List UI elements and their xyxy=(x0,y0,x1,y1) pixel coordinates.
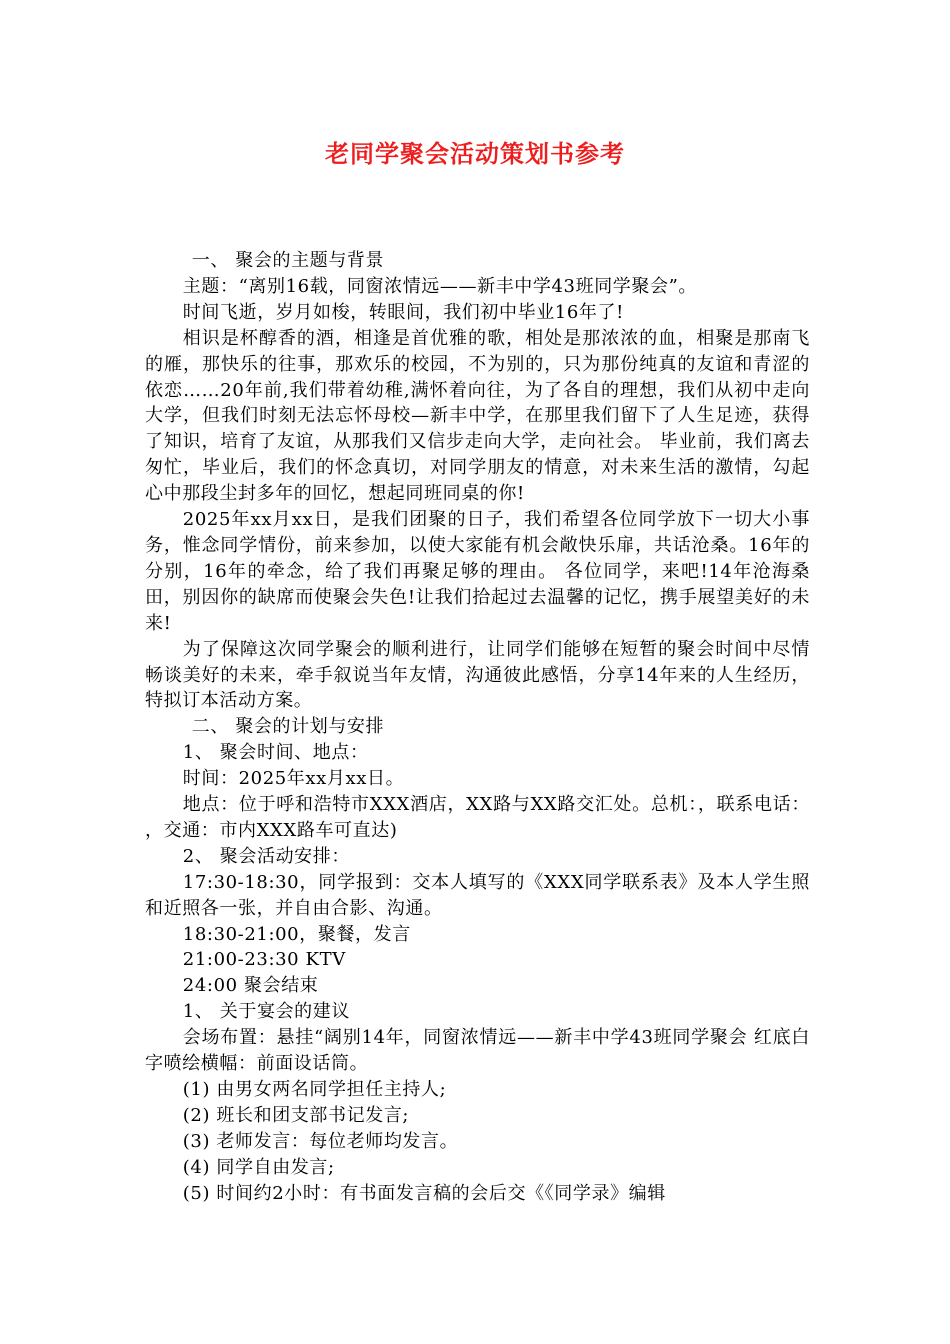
schedule-item: 18:30-21:00，聚餐，发言 xyxy=(182,923,411,945)
schedule-item: 24:00 聚会结束 xyxy=(182,975,319,997)
paragraph: 会场布置：悬挂“阔别14年，同窗浓情远——新丰中学43班同学聚会 红底白字喷绘横幅：前面设话筒。 xyxy=(145,1027,810,1075)
section-heading: 二、 聚会的计划与安排 xyxy=(191,716,385,738)
subsection-heading: 1、 聚会时间、地点： xyxy=(182,742,369,764)
section-heading: 一、 聚会的主题与背景 xyxy=(191,250,385,271)
paragraph: 2025年xx月xx日，是我们团聚的日子，我们希望各位同学放下一切大小事务，惟念同学情份，前来参加，以使大家能有机会敞快乐扉，共话沧桑。16年的分别，16年的牵念，给了我们再聚足够的理由。 各位同学，来吧!14年沧海桑田，别因你的缺席而使聚会失色!让我们拾起过去温馨的记忆，携手展望美好的未来! xyxy=(145,509,810,634)
document-title: 老同学聚会活动策划书参考 xyxy=(325,140,625,168)
list-item: (3) 老师发言：每位老师均发言。 xyxy=(182,1130,459,1152)
paragraph: 相识是杯醇香的酒，相逢是首优雅的歌，相处是那浓浓的血，相聚是那南飞的雁，那快乐的往事，那欢乐的校园，不为别的，只为那份纯真的友谊和青涩的依恋……20年前,我们带着幼稚,满怀着向往，为了各自的理想，我们从初中走向大学，但我们时刻无法忘怀母校—新丰中学，在那里我们留下了人生足迹，获得了知识，培育了友谊，从那我们又信步走向大学，走向社会。 毕业前，我们离去匆忙，毕业后，我们的怀念真切，对同学朋友的情意，对未来生活的激情，勾起心中那段尘封多年的回忆，想起同班同桌的你! xyxy=(145,327,810,505)
paragraph: 时间：2025年xx月xx日。 xyxy=(182,768,405,790)
list-item: (2) 班长和团支部书记发言; xyxy=(182,1104,410,1126)
list-item: (4) 同学自由发言; xyxy=(182,1156,335,1178)
paragraph: 主题：“离别16载，同窗浓情远——新丰中学43班同学聚会”。 xyxy=(182,275,698,297)
paragraph: 地点：位于呼和浩特市XXX酒店，XX路与XX路交汇处。总机：，联系电话： ，交通：市内XXX路车可直达) xyxy=(145,794,810,841)
schedule-item: 21:00-23:30 KTV xyxy=(182,949,346,971)
subsection-heading: 2、 聚会活动安排： xyxy=(182,845,350,867)
document-body xyxy=(145,248,810,1207)
list-item: (1) 由男女两名同学担任主持人; xyxy=(182,1079,447,1100)
list-item: (5) 时间约2小时：有书面发言稿的会后交《《同学录》编辑 xyxy=(182,1182,666,1204)
paragraph: 时间飞逝，岁月如梭，转眼间，我们初中毕业16年了! xyxy=(182,301,624,323)
subsection-heading: 1、 关于宴会的建议 xyxy=(182,1001,350,1023)
paragraph: 为了保障这次同学聚会的顺利进行，让同学们能够在短暂的聚会时间中尽情畅谈美好的未来，牵手叙说当年友情，沟通彼此感悟，分享14年来的人生经历，特拟订本活动方案。 xyxy=(145,638,810,712)
schedule-item: 17:30-18:30，同学报到：交本人填写的《XXX同学联系表》及本人学生照和近照各一张，并自由合影、沟通。 xyxy=(145,871,810,919)
